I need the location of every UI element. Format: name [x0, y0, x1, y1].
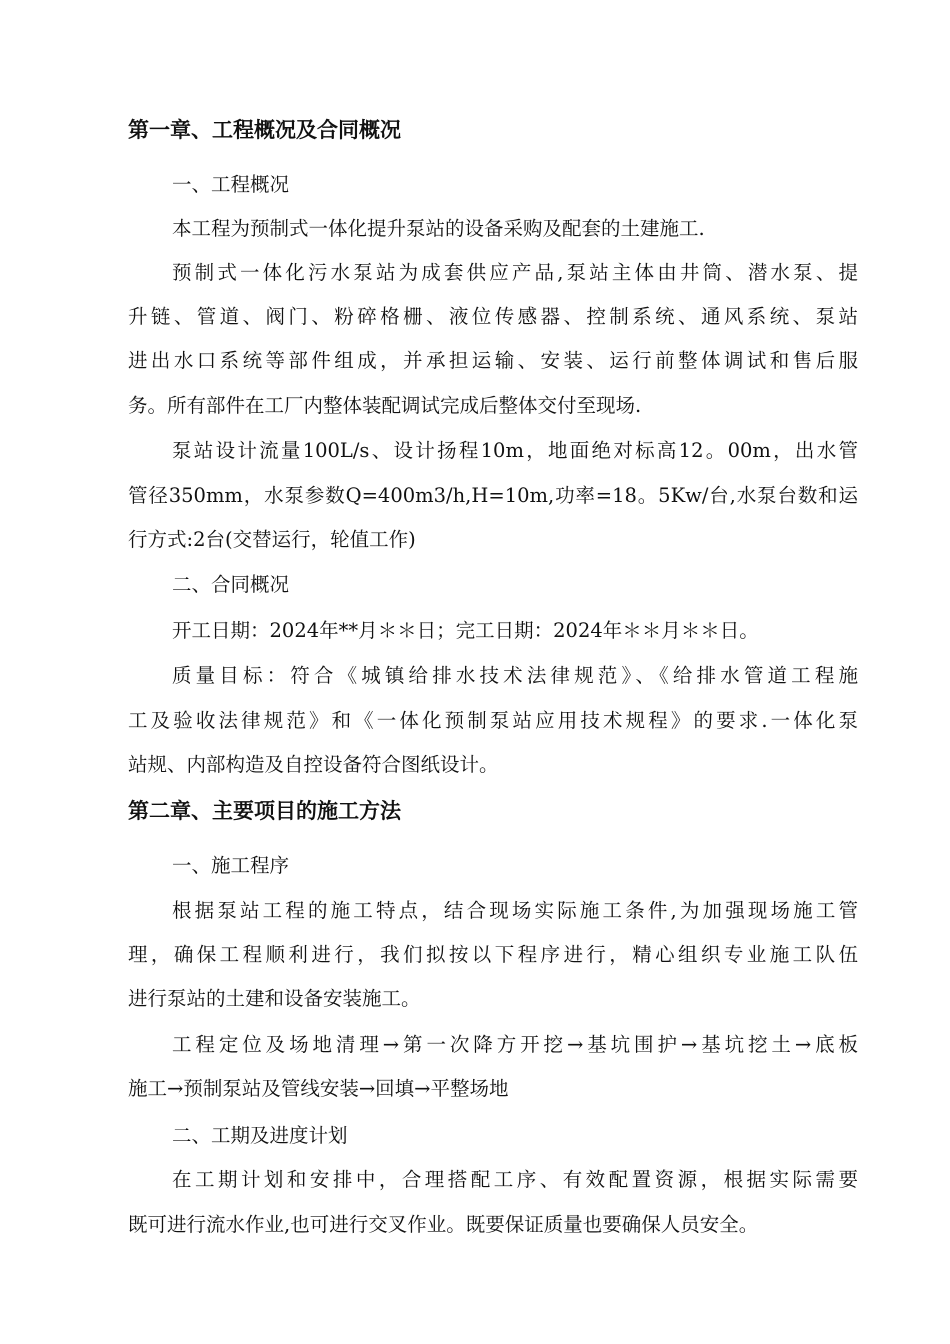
chapter2-title: 第二章、主要项目的施工方法	[128, 798, 401, 823]
paragraph-line: 行方式:2台(交替运行，轮值工作)	[128, 528, 416, 551]
paragraph-line: 理，确保工程顺利进行，我们拟按以下程序进行，精心组织专业施工队伍	[128, 943, 858, 966]
paragraph-line: 站规、内部构造及自控设备符合图纸设计。	[128, 753, 499, 776]
paragraph-line: 务。所有部件在工厂内整体装配调试完成后整体交付至现场.	[128, 394, 642, 417]
paragraph-line: 质量目标：符合《城镇给排水技术法律规范》、《给排水管道工程施	[172, 664, 858, 687]
section-heading-schedule: 二、工期及进度计划	[172, 1124, 348, 1147]
paragraph-line: 工程定位及场地清理→第一次降方开挖→基坑围护→基坑挖土→底板	[172, 1033, 858, 1056]
paragraph-line: 管径350mm，水泵参数Q=400m3/h,H=10m,功率=18。5Kw/台,水泵台数和运	[128, 484, 858, 507]
paragraph-line: 本工程为预制式一体化提升泵站的设备采购及配套的土建施工.	[172, 217, 705, 240]
paragraph-line: 升链、管道、阀门、粉碎格栅、液位传感器、控制系统、通风系统、泵站	[128, 305, 858, 328]
paragraph-line: 泵站设计流量100L/s、设计扬程10m，地面绝对标高12。00m，出水管	[172, 439, 858, 462]
paragraph-line: 进行泵站的土建和设备安装施工。	[128, 987, 421, 1010]
paragraph-line: 在工期计划和安排中，合理搭配工序、有效配置资源，根据实际需要	[172, 1168, 858, 1191]
paragraph-line: 工及验收法律规范》和《一体化预制泵站应用技术规程》的要求.一体化泵	[128, 709, 858, 732]
paragraph-line: 根据泵站工程的施工特点，结合现场实际施工条件,为加强现场施工管	[172, 899, 858, 922]
section-heading-construction-procedure: 一、施工程序	[172, 854, 290, 877]
paragraph-line: 预制式一体化污水泵站为成套供应产品,泵站主体由井筒、潜水泵、提	[172, 261, 858, 284]
paragraph-line: 既可进行流水作业,也可进行交叉作业。既要保证质量也要确保人员安全。	[128, 1213, 759, 1236]
section-heading-contract-overview: 二、合同概况	[172, 573, 290, 596]
section-heading-project-overview: 一、工程概况	[172, 173, 290, 196]
paragraph-line: 施工→预制泵站及管线安装→回填→平整场地	[128, 1077, 509, 1100]
chapter1-title: 第一章、工程概况及合同概况	[128, 117, 401, 142]
paragraph-line: 开工日期：2024年**月＊＊日；完工日期：2024年＊＊月＊＊日。	[172, 619, 759, 642]
paragraph-line: 进出水口系统等部件组成，并承担运输、安装、运行前整体调试和售后服	[128, 349, 858, 372]
